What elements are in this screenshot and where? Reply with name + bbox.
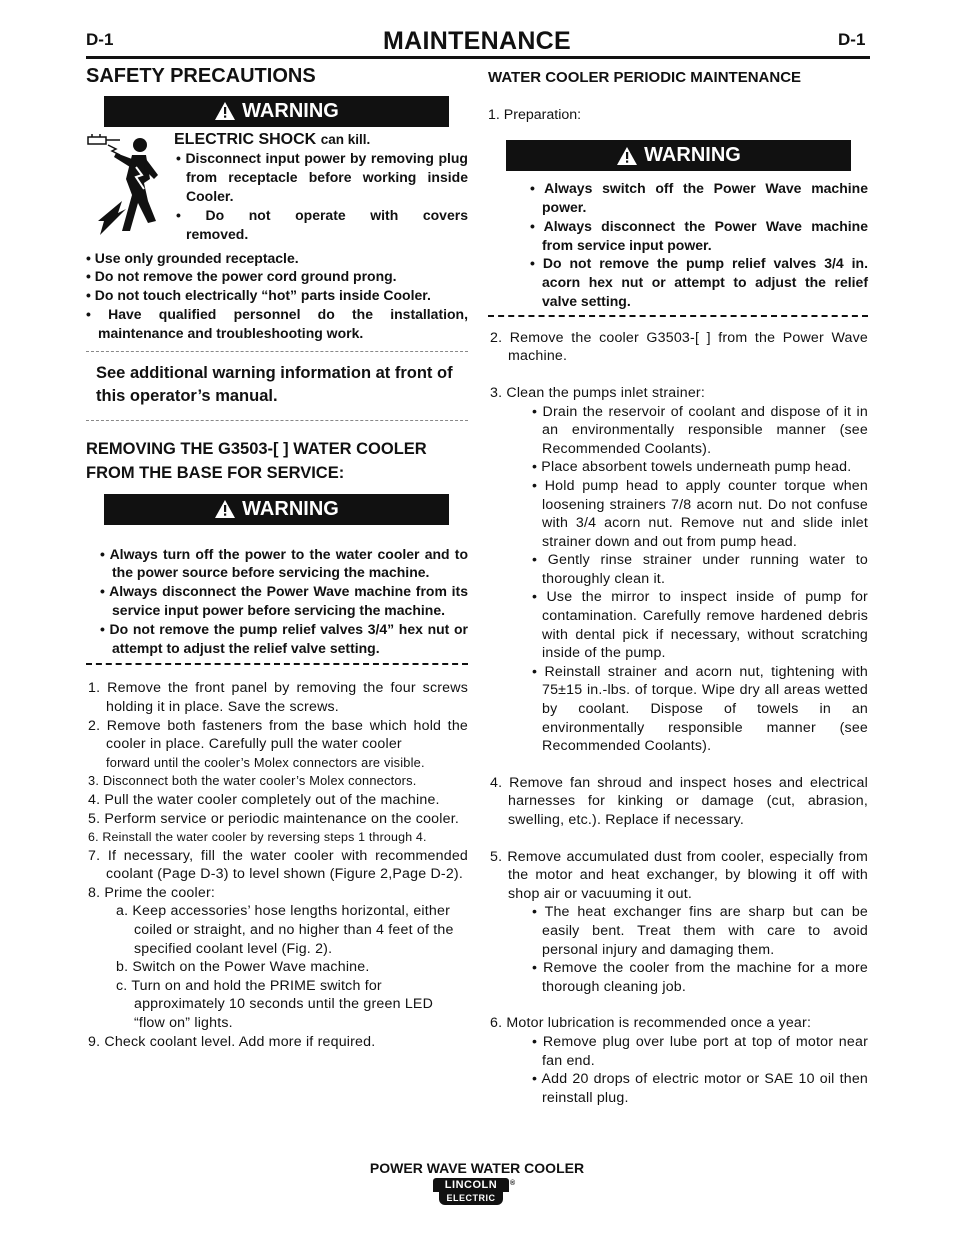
sub-bullet: • Gently rinse strainer under running water to thoroughly clean it. [532, 552, 868, 587]
sub-bullet: • Add 20 drops of electric motor or SAE 10 oil then reinstall plug. [532, 1071, 868, 1106]
lincoln-electric-logo: LINCOLN ELECTRIC ® [433, 1178, 517, 1206]
warning-triangle-icon [214, 101, 236, 121]
general-warning-list [86, 249, 468, 343]
warning-triangle-icon [214, 499, 236, 519]
step-item: 6. Motor lubrication is recommended once a year: [490, 1015, 812, 1032]
see-additional-note: See additional warning information at front of this operator’s manual. [96, 363, 453, 405]
sub-bullet: • Remove the cooler from the machine for a more thorough cleaning job. [532, 960, 868, 995]
divider [86, 663, 468, 665]
safety-heading: SAFETY PRECAUTIONS [86, 65, 316, 87]
step-item: 6. Reinstall the water cooler by reversing steps 1 through 4. [88, 830, 427, 845]
right-column [488, 62, 868, 1107]
sub-bullet: • The heat exchanger fins are sharp but can be easily bent. Treat them with care to avoid personal injury and damaging them. [532, 904, 868, 958]
sub-bullet: • Drain the reservoir of coolant and dispose of it in an environmentally responsible manner (see Recommended Coolants). [532, 403, 868, 457]
periodic-warning-bullet: • Always disconnect the Power Wave machine from service input power. [530, 217, 868, 253]
step-item: 4. Pull the water cooler completely out of the machine. [88, 791, 440, 808]
divider [488, 315, 868, 317]
warning-banner [104, 96, 449, 127]
general-bullet: • Do not touch electrically “hot” parts inside Cooler. [86, 287, 431, 304]
step-item: 5. Perform service or periodic maintenance on the cooler. [88, 810, 459, 827]
removal-steps [86, 679, 468, 1051]
substep-item: c. Turn on and hold the PRIME switch for approximately 10 seconds until the green LED “flow on” lights. [116, 977, 434, 1032]
periodic-warning-list [488, 179, 868, 311]
shock-bullet: • Disconnect input power by removing plug from receptacle before working inside Cooler. [176, 150, 468, 204]
header-rule [86, 56, 870, 59]
page-number-left: D-1 [86, 30, 114, 49]
step-item: 9. Check coolant level. Add more if required. [88, 1033, 376, 1050]
electric-shock-block [86, 131, 468, 251]
left-column [86, 62, 468, 1051]
step-item: 5. Remove accumulated dust from cooler, especially from the motor and heat exchanger, by blowing it off with shop air or vacuuming it out. [490, 848, 868, 902]
shock-bullet: • Do not operate with covers removed. [176, 206, 468, 242]
step-item: 8. Prime the cooler: [88, 884, 216, 901]
warning-label: WARNING [242, 497, 339, 520]
removing-warning-list [86, 545, 468, 658]
step-item: 3. Disconnect both the water cooler’s Molex connectors. [88, 773, 417, 789]
warning-label: WARNING [644, 144, 741, 167]
warning-banner [104, 494, 449, 525]
general-bullet: • Have qualified personnel do the installation, maintenance and troubleshooting work. [86, 305, 468, 341]
step-item: 1. Remove the front panel by removing the four screws holding it in place. Save the screws. [88, 680, 468, 715]
periodic-warning-bullet: • Always switch off the Power Wave machine power. [530, 180, 868, 215]
removing-warning-bullet: • Always disconnect the Power Wave machine from its service input power before servicing the machine. [100, 583, 468, 618]
warning-triangle-icon [616, 146, 638, 166]
warning-label: WARNING [242, 99, 339, 122]
sub-bullet: • Use the mirror to inspect inside of pump for contamination. Carefully remove hardened debris with dental pick if necessary, without scratching inside of the pump. [532, 589, 868, 662]
periodic-warning-bullet: • Do not remove the pump relief valves 3/4 in. acorn hex nut or attempt to adjust the relief valve setting. [530, 255, 868, 309]
footer-title: POWER WAVE WATER COOLER [369, 1160, 585, 1176]
substep-item: a. Keep accessories’ hose lengths horizontal, either coiled or straight, and no higher than 4 feet of the specified coolant level (Fig. 2). [116, 903, 454, 957]
divider [86, 420, 468, 421]
periodic-steps [488, 329, 868, 1108]
substep-item: b. Switch on the Power Wave machine. [116, 959, 370, 976]
removing-warning-bullet: • Do not remove the pump relief valves 3/4” hex nut or attempt to adjust the relief valve setting. [100, 620, 468, 656]
preparation-step: 1. Preparation: [488, 106, 582, 123]
electric-shock-title: ELECTRIC SHOCK can kill. [174, 130, 371, 148]
step-item: 2. Remove the cooler G3503-[ ] from the Power Wave machine. [490, 329, 868, 365]
sub-bullet: • Remove plug over lube port at top of motor near fan end. [532, 1033, 868, 1069]
warning-banner [506, 140, 851, 171]
step-item-continued: forward until the cooler’s Molex connectors are visible. [106, 754, 425, 770]
page-title: MAINTENANCE [382, 27, 572, 55]
step-item: 2. Remove both fasteners from the base which hold the cooler in place. Carefully pull the water cooler [88, 717, 468, 753]
step-item: 3. Clean the pumps inlet strainer: [490, 384, 705, 401]
step-item: 7. If necessary, fill the water cooler with recommended coolant (Page D-3) to level shown (Figure 2,Page D-2). [88, 847, 468, 883]
general-bullet: • Do not remove the power cord ground prong. [86, 268, 397, 285]
removing-warning-bullet: • Always turn off the power to the water cooler and to the power source before servicing the machine. [100, 545, 468, 581]
sub-bullet: • Reinstall strainer and acorn nut, tightening with 75±15 in.-lbs. of torque. Wipe dry all areas wetted by coolant. Dispose of towels in an environmentally responsible manner (see Recommended Coolants). [532, 663, 868, 755]
periodic-maintenance-heading: WATER COOLER PERIODIC MAINTENANCE [488, 69, 802, 86]
step-item: 4. Remove fan shroud and inspect hoses and electrical harnesses for kinking or damage (cut, abrasion, swelling, etc.). Replace if necessary. [490, 774, 868, 829]
electric-shock-icon [86, 131, 166, 251]
page-number-right: D-1 [838, 30, 866, 49]
removing-heading: REMOVING THE G3503-[ ] WATER COOLER FROM THE BASE FOR SERVICE: [86, 439, 427, 482]
general-bullet: • Use only grounded receptacle. [86, 249, 299, 266]
sub-bullet: • Hold pump head to apply counter torque when loosening strainers 7/8 acorn nut. Do not confuse with 3/4 acorn nut. Remove nut and slide inlet strainer down and out from pump head. [532, 477, 868, 550]
sub-bullet: • Place absorbent towels underneath pump head. [532, 459, 852, 476]
divider [86, 351, 468, 352]
